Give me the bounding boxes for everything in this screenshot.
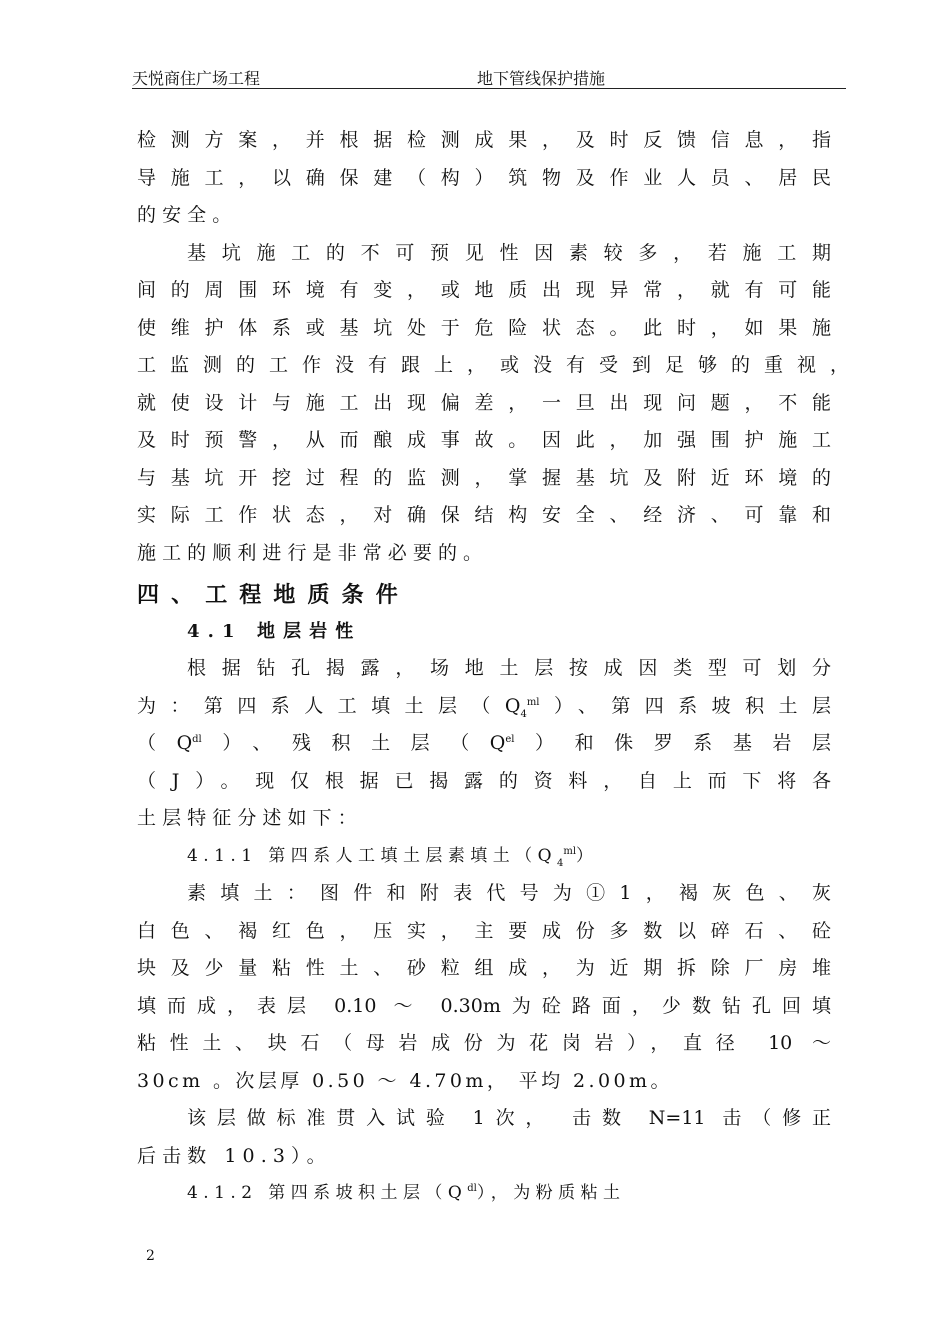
paragraph-line: 就使设计与施工出现偏差，一旦出现问题，不能: [137, 391, 831, 414]
document-body: [137, 122, 849, 1213]
paragraph-line: 白色、褐红色，压实，主要成份多数以碎石、砼: [137, 919, 831, 942]
paragraph-line: 素填土：图件和附表代号为①1，褐灰色、灰: [187, 882, 831, 904]
section-heading: 四、工程地质条件: [137, 582, 410, 608]
header-document-title: 地下管线保护措施: [477, 69, 606, 88]
paragraph-line: 使维护体系或基坑处于危险状态。此时，如果施: [137, 316, 831, 339]
paragraph-line: 施工的顺利进行是非常必要的。: [137, 541, 489, 564]
paragraph-line: 粘性土、块石（母岩成份为花岗岩），直径 10 ～: [137, 1032, 831, 1054]
paragraph-line: 的安全。: [137, 204, 238, 226]
page-number: 2: [146, 1248, 155, 1264]
subsubsection-heading: 4.1.2 第四系坡积土层$(Q^{dl})$，为粉质粘土: [187, 1183, 626, 1203]
paragraph-line: 实际工作状态，对确保结构安全、经济、可靠和: [137, 504, 831, 526]
paragraph-line: 基坑施工的不可预见性因素较多，若施工期: [187, 241, 831, 264]
paragraph-line: $(Q^{dl})$、残积土层$(Q^{el})$和侏罗系基岩层: [137, 732, 831, 754]
header-project-name: 天悦商住广场工程: [132, 69, 261, 88]
paragraph-line: 块及少量粘性土、砂粒组成，为近期拆除厂房堆: [137, 957, 831, 979]
paragraph-line: 根据钻孔揭露，场地土层按成因类型可划分: [187, 657, 831, 679]
paragraph-line: 检测方案，并根据检测成果，及时反馈信息，指: [137, 129, 831, 151]
paragraph-line: 及时预警，从而酿成事故。因此，加强围护施工: [137, 429, 831, 451]
page-header: [132, 64, 846, 89]
paragraph-line: （J）。现仅根据已揭露的资料，自上而下将各: [137, 769, 831, 792]
paragraph-line: 为：第四系人工填土层$(Q_4^{ml})$、第四系坡积土层: [137, 694, 831, 720]
subsubsection-heading: 4.1.1 第四系人工填土层素填土$(Q_4^{ml})$: [187, 845, 599, 869]
paragraph-line: 工监测的工作没有跟上，或没有受到足够的重视，: [137, 354, 849, 376]
paragraph-line: 后击数 10.3）。: [137, 1144, 332, 1167]
paragraph-line: 土层特征分述如下：: [137, 807, 363, 829]
paragraph-line: 与基坑开挖过程的监测，掌握基坑及附近环境的: [137, 466, 831, 489]
paragraph-line: 该层做标准贯入试验 1次， 击数 N=11 击（修正: [187, 1107, 831, 1129]
paragraph-line: 间的周围环境有变，或地质出现异常，就有可能: [137, 279, 831, 301]
subsection-heading: 4.1 地层岩性: [187, 621, 362, 642]
paragraph-line: 导施工，以确保建（构）筑物及作业人员、居民: [137, 166, 831, 189]
paragraph-line: 30cm 。次层厚 0.50 ～ 4.70m， 平均 2.00m。: [137, 1069, 673, 1092]
paragraph-line: 填而成，表层 0.10 ～ 0.30m为砼路面，少数钻孔回填: [137, 994, 831, 1017]
